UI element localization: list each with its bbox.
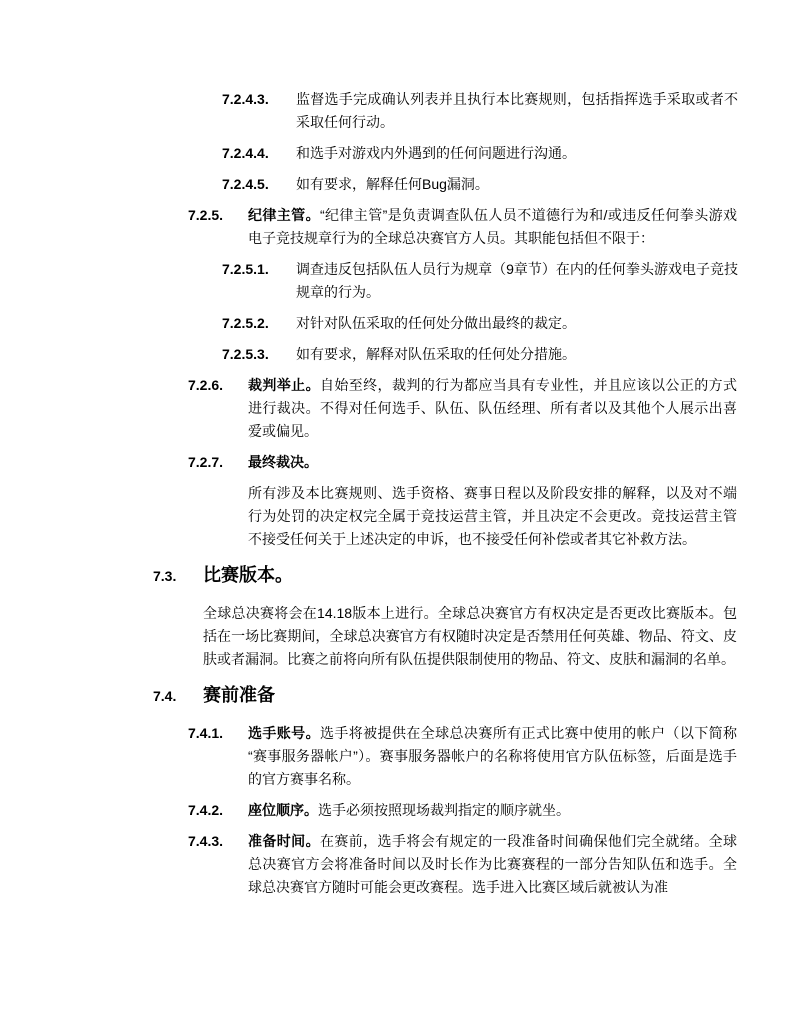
- clause-text: [296, 173, 738, 196]
- clause-7-4-3: [188, 830, 800, 899]
- section-title: 比赛版本。: [203, 565, 293, 585]
- clause-text: [248, 374, 737, 443]
- clause-text: [296, 312, 738, 335]
- clause-body-text: 选手必须按照现场裁判指定的顺序就坐。: [318, 802, 570, 818]
- section-heading-7-4: [153, 682, 800, 709]
- clause-number: 7.2.5.1.: [222, 261, 269, 277]
- clause-lead: 最终裁决。: [248, 454, 318, 470]
- section-number: 7.3.: [153, 568, 177, 584]
- clause-7-2-5-3: [222, 343, 800, 366]
- clause-7-2-4-4: [222, 142, 800, 165]
- clause-number: 7.2.4.5.: [222, 176, 269, 192]
- clause-text: [296, 343, 738, 366]
- section-heading-7-3: [153, 562, 800, 589]
- clause-number: 7.2.5.2.: [222, 315, 269, 331]
- clause-body-text: 自始至终，裁判的行为都应当具有专业性，并且应该以公正的方式进行裁决。不得对任何选手、队伍、队伍经理、所有者以及其他个人展示出喜爱或偏见。: [248, 377, 738, 439]
- clause-body-text: 在赛前，选手将会有规定的一段准备时间确保他们完全就绪。全球总决赛官方会将准备时间以及时长作为比赛赛程的一部分告知队伍和选手。全球总决赛官方随时可能会更改赛程。选手进入比赛区域后就被认为准: [248, 833, 738, 895]
- clause-body-text: 选手将被提供在全球总决赛所有正式比赛中使用的帐户（以下简称“赛事服务器帐户”）。赛事服务器帐户的名称将使用官方队伍标签，后面是选手的官方赛事名称。: [248, 725, 738, 787]
- clause-number: 7.2.4.4.: [222, 145, 269, 161]
- clause-text: [296, 88, 738, 134]
- clause-number: 7.4.1.: [188, 725, 224, 741]
- paragraph: [203, 602, 800, 671]
- clause-body-text: 如有要求，解释对队伍采取的任何处分措施。: [296, 346, 576, 362]
- clause-7-2-7: [188, 451, 800, 474]
- clause-text: [296, 142, 738, 165]
- clause-text: [248, 799, 737, 822]
- clause-number: 7.2.7.: [188, 454, 224, 470]
- clause-text: [248, 722, 737, 791]
- clause-text: [248, 830, 737, 899]
- clause-lead: 准备时间。: [248, 833, 320, 849]
- clause-7-2-4-3: [222, 88, 800, 134]
- clause-text: [248, 204, 737, 250]
- clause-text: [296, 258, 738, 304]
- clause-body-text: 调查违反包括队伍人员行为规章（9章节）在内的任何拳头游戏电子竞技规章的行为。: [296, 261, 738, 300]
- clause-7-2-5-1: [222, 258, 800, 304]
- clause-lead: 纪律主管。: [248, 207, 320, 223]
- clause-7-2-6: [188, 374, 800, 443]
- clause-body-text: 如有要求，解释任何Bug漏洞。: [296, 176, 489, 192]
- clause-number: 7.2.6.: [188, 377, 224, 393]
- clause-lead: 选手账号。: [248, 725, 320, 741]
- clause-number: 7.2.5.: [188, 207, 224, 223]
- clause-body-text: 对针对队伍采取的任何处分做出最终的裁定。: [296, 315, 576, 331]
- clause-lead: 裁判举止。: [248, 377, 320, 393]
- clause-7-4-1: [188, 722, 800, 791]
- clause-body-text: 和选手对游戏内外遇到的任何问题进行沟通。: [296, 145, 576, 161]
- section-number: 7.4.: [153, 688, 177, 704]
- clause-number: 7.2.4.3.: [222, 91, 269, 107]
- section-title: 赛前准备: [203, 685, 275, 705]
- paragraph-text: 所有涉及本比赛规则、选手资格、赛事日程以及阶段安排的解释，以及对不端行为处罚的决定权完全属于竞技运营主管，并且决定不会更改。竞技运营主管不接受任何关于上述决定的申诉，也不接受任何补偿或者其它补救方法。: [248, 485, 737, 547]
- paragraph: [248, 482, 800, 551]
- clause-number: 7.4.2.: [188, 802, 224, 818]
- clause-text: [248, 451, 737, 474]
- clause-number: 7.4.3.: [188, 833, 224, 849]
- paragraph-text: 全球总决赛将会在14.18版本上进行。全球总决赛官方有权决定是否更改比赛版本。包括在一场比赛期间，全球总决赛官方有权随时决定是否禁用任何英雄、物品、符文、皮肤或者漏洞。比赛之前将向所有队伍提供限制使用的物品、符文、皮肤和漏洞的名单。: [203, 605, 737, 667]
- clause-7-2-5: [188, 204, 800, 250]
- clause-lead: 座位顺序。: [248, 802, 318, 818]
- clause-7-2-5-2: [222, 312, 800, 335]
- clause-7-2-4-5: [222, 173, 800, 196]
- clause-body-text: 监督选手完成确认列表并且执行本比赛规则，包括指挥选手采取或者不采取任何行动。: [296, 91, 738, 130]
- clause-7-4-2: [188, 799, 800, 822]
- clause-body-text: “纪律主管”是负责调查队伍人员不道德行为和/或违反任何拳头游戏电子竞技规章行为的全球总决赛官方人员。其职能包括但不限于：: [248, 207, 737, 246]
- clause-number: 7.2.5.3.: [222, 346, 269, 362]
